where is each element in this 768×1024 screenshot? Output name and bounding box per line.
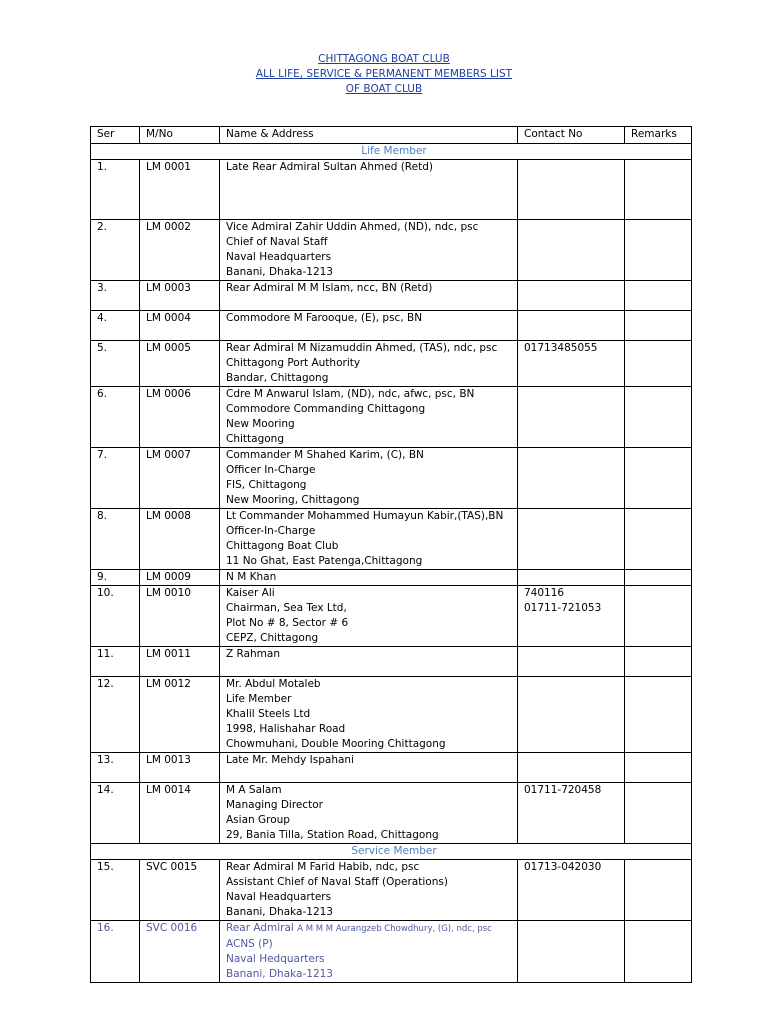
name-line: New Mooring, Chittagong xyxy=(226,494,360,506)
cell-contact xyxy=(518,921,625,983)
cell-name-address xyxy=(220,509,518,570)
name-line: Chittagong xyxy=(226,433,284,445)
cell-contact xyxy=(518,860,625,921)
cell-ser: 7. xyxy=(91,448,140,509)
name-line: New Mooring xyxy=(226,418,295,430)
cell-remarks xyxy=(625,387,692,448)
table-row xyxy=(91,647,692,677)
cell-name-address xyxy=(220,783,518,844)
cell-ser: 6. xyxy=(91,387,140,448)
name-line: Chairman, Sea Tex Ltd, xyxy=(226,602,347,614)
name-line: Rear Admiral M Farid Habib, ndc, psc xyxy=(226,861,420,873)
cell-ser: 3. xyxy=(91,281,140,311)
title-line-3: OF BOAT CLUB xyxy=(345,83,423,95)
cell-ser: 4. xyxy=(91,311,140,341)
section-row xyxy=(91,144,692,160)
cell-name-address xyxy=(220,677,518,753)
cell-contact xyxy=(518,311,625,341)
name-line: Commander M Shahed Karim, (C), BN xyxy=(226,449,424,461)
name-line: Chittagong Boat Club xyxy=(226,540,339,552)
cell-name-address xyxy=(220,448,518,509)
cell-mno: LM 0007 xyxy=(140,448,220,509)
table-row xyxy=(91,341,692,387)
cell-name-address xyxy=(220,753,518,783)
name-line: Z Rahman xyxy=(226,648,281,660)
cell-contact xyxy=(518,509,625,570)
cell-name-address xyxy=(220,586,518,647)
name-line: Rear Admiral M Nizamuddin Ahmed, (TAS), ndc, psc xyxy=(226,342,498,354)
cell-ser: 13. xyxy=(91,753,140,783)
cell-name-address xyxy=(220,921,518,983)
cell-name-address xyxy=(220,341,518,387)
cell-contact xyxy=(518,387,625,448)
cell-remarks xyxy=(625,677,692,753)
cell-contact xyxy=(518,753,625,783)
cell-remarks xyxy=(625,570,692,586)
name-line: Officer In-Charge xyxy=(226,464,316,476)
name-line: Assistant Chief of Naval Staff (Operations) xyxy=(226,876,448,888)
members-table xyxy=(90,126,692,983)
contact-line: 740116 xyxy=(524,587,565,599)
cell-ser: 10. xyxy=(91,586,140,647)
contact-line: 01711-721053 xyxy=(524,602,602,614)
header-contact: Contact No xyxy=(518,127,625,144)
cell-ser: 9. xyxy=(91,570,140,586)
cell-mno: LM 0005 xyxy=(140,341,220,387)
table-row xyxy=(91,281,692,311)
cell-name-address xyxy=(220,570,518,586)
cell-mno: LM 0013 xyxy=(140,753,220,783)
cell-mno: LM 0011 xyxy=(140,647,220,677)
cell-contact xyxy=(518,281,625,311)
name-line: Officer-In-Charge xyxy=(226,525,316,537)
name-line: Naval Hedquarters xyxy=(226,953,325,965)
table-row xyxy=(91,448,692,509)
name-line: Chowmuhani, Double Mooring Chittagong xyxy=(226,738,446,750)
name-line: Mr. Abdul Motaleb xyxy=(226,678,321,690)
cell-remarks xyxy=(625,160,692,220)
name-line: Chief of Naval Staff xyxy=(226,236,328,248)
cell-mno: LM 0001 xyxy=(140,160,220,220)
name-line: FIS, Chittagong xyxy=(226,479,307,491)
cell-contact xyxy=(518,220,625,281)
cell-mno: LM 0014 xyxy=(140,783,220,844)
table-row xyxy=(91,783,692,844)
section-label: Life Member xyxy=(91,144,692,160)
name-line: Naval Headquarters xyxy=(226,251,332,263)
cell-ser: 11. xyxy=(91,647,140,677)
table-row xyxy=(91,311,692,341)
cell-name-address xyxy=(220,860,518,921)
cell-ser: 8. xyxy=(91,509,140,570)
table-row xyxy=(91,921,692,983)
name-line: Cdre M Anwarul Islam, (ND), ndc, afwc, psc, BN xyxy=(226,388,475,400)
cell-ser: 12. xyxy=(91,677,140,753)
cell-name-address xyxy=(220,220,518,281)
cell-contact xyxy=(518,160,625,220)
cell-remarks xyxy=(625,753,692,783)
cell-remarks xyxy=(625,860,692,921)
cell-remarks xyxy=(625,220,692,281)
cell-mno: LM 0006 xyxy=(140,387,220,448)
name-line: Chittagong Port Authority xyxy=(226,357,361,369)
cell-ser: 2. xyxy=(91,220,140,281)
name-line: Banani, Dhaka-1213 xyxy=(226,906,333,918)
cell-remarks xyxy=(625,647,692,677)
table-row xyxy=(91,753,692,783)
cell-name-address xyxy=(220,387,518,448)
contact-line: 01713-042030 xyxy=(524,861,602,873)
section-row xyxy=(91,844,692,860)
cell-contact xyxy=(518,448,625,509)
name-line: 1998, Halishahar Road xyxy=(226,723,346,735)
table-row xyxy=(91,220,692,281)
header-remarks: Remarks xyxy=(625,127,692,144)
name-line: Khalil Steels Ltd xyxy=(226,708,311,720)
cell-contact xyxy=(518,783,625,844)
name-line xyxy=(226,921,517,937)
cell-remarks xyxy=(625,311,692,341)
cell-remarks xyxy=(625,586,692,647)
table-header-row xyxy=(91,127,692,144)
title-line-1: CHITTAGONG BOAT CLUB xyxy=(318,53,450,65)
header-mno: M/No xyxy=(140,127,220,144)
title-line-2: ALL LIFE, SERVICE & PERMANENT MEMBERS LIST xyxy=(255,68,513,80)
name-line: 11 No Ghat, East Patenga,Chittagong xyxy=(226,555,423,567)
name-line: Vice Admiral Zahir Uddin Ahmed, (ND), ndc, psc xyxy=(226,221,479,233)
cell-name-address xyxy=(220,647,518,677)
name-line: Life Member xyxy=(226,693,292,705)
table-row xyxy=(91,387,692,448)
cell-name-address xyxy=(220,311,518,341)
name-line: Late Mr. Mehdy Ispahani xyxy=(226,754,355,766)
header-name-address: Name & Address xyxy=(220,127,518,144)
table-row xyxy=(91,160,692,220)
cell-ser: 16. xyxy=(91,921,140,983)
name-line: ACNS (P) xyxy=(226,938,273,950)
name-line: Banani, Dhaka-1213 xyxy=(226,266,333,278)
cell-ser: 15. xyxy=(91,860,140,921)
cell-remarks xyxy=(625,281,692,311)
table-row xyxy=(91,570,692,586)
cell-remarks xyxy=(625,921,692,983)
cell-mno: SVC 0016 xyxy=(140,921,220,983)
cell-contact xyxy=(518,586,625,647)
cell-ser: 14. xyxy=(91,783,140,844)
name-line: Asian Group xyxy=(226,814,290,826)
section-label: Service Member xyxy=(91,844,692,860)
name-line: N M Khan xyxy=(226,571,277,583)
name-line: Bandar, Chittagong xyxy=(226,372,329,384)
contact-line: 01711-720458 xyxy=(524,784,602,796)
name-line: Kaiser Ali xyxy=(226,587,275,599)
header-ser: Ser xyxy=(91,127,140,144)
cell-ser: 1. xyxy=(91,160,140,220)
cell-mno: LM 0009 xyxy=(140,570,220,586)
name-line: Rear Admiral M M Islam, ncc, BN (Retd) xyxy=(226,282,433,294)
cell-name-address xyxy=(220,160,518,220)
cell-remarks xyxy=(625,341,692,387)
cell-contact xyxy=(518,647,625,677)
table-row xyxy=(91,586,692,647)
name-line: 29, Bania Tilla, Station Road, Chittagong xyxy=(226,829,439,841)
cell-mno: LM 0002 xyxy=(140,220,220,281)
cell-remarks xyxy=(625,783,692,844)
document-title-block xyxy=(0,52,768,97)
cell-mno: LM 0003 xyxy=(140,281,220,311)
cell-contact xyxy=(518,570,625,586)
name-line: Lt Commander Mohammed Humayun Kabir,(TAS),BN xyxy=(226,510,504,522)
cell-name-address xyxy=(220,281,518,311)
cell-mno: LM 0004 xyxy=(140,311,220,341)
cell-mno: LM 0010 xyxy=(140,586,220,647)
cell-contact xyxy=(518,341,625,387)
name-prefix: Rear Admiral xyxy=(226,922,298,934)
table-row xyxy=(91,509,692,570)
name-line: Commodore Commanding Chittagong xyxy=(226,403,426,415)
name-line: Late Rear Admiral Sultan Ahmed (Retd) xyxy=(226,161,433,173)
name-line: Managing Director xyxy=(226,799,324,811)
cell-mno: SVC 0015 xyxy=(140,860,220,921)
name-line: CEPZ, Chittagong xyxy=(226,632,319,644)
name-line: M A Salam xyxy=(226,784,282,796)
contact-line: 01713485055 xyxy=(524,342,598,354)
cell-mno: LM 0008 xyxy=(140,509,220,570)
cell-remarks xyxy=(625,448,692,509)
cell-remarks xyxy=(625,509,692,570)
cell-mno: LM 0012 xyxy=(140,677,220,753)
name-line: Plot No # 8, Sector # 6 xyxy=(226,617,349,629)
table-row xyxy=(91,677,692,753)
name-line: Naval Headquarters xyxy=(226,891,332,903)
name-line: Banani, Dhaka-1213 xyxy=(226,968,333,980)
table-row xyxy=(91,860,692,921)
cell-contact xyxy=(518,677,625,753)
cell-ser: 5. xyxy=(91,341,140,387)
name-line: Commodore M Farooque, (E), psc, BN xyxy=(226,312,423,324)
name-rest: A M M M Aurangzeb Chowdhury, (G), ndc, psc xyxy=(297,924,492,934)
